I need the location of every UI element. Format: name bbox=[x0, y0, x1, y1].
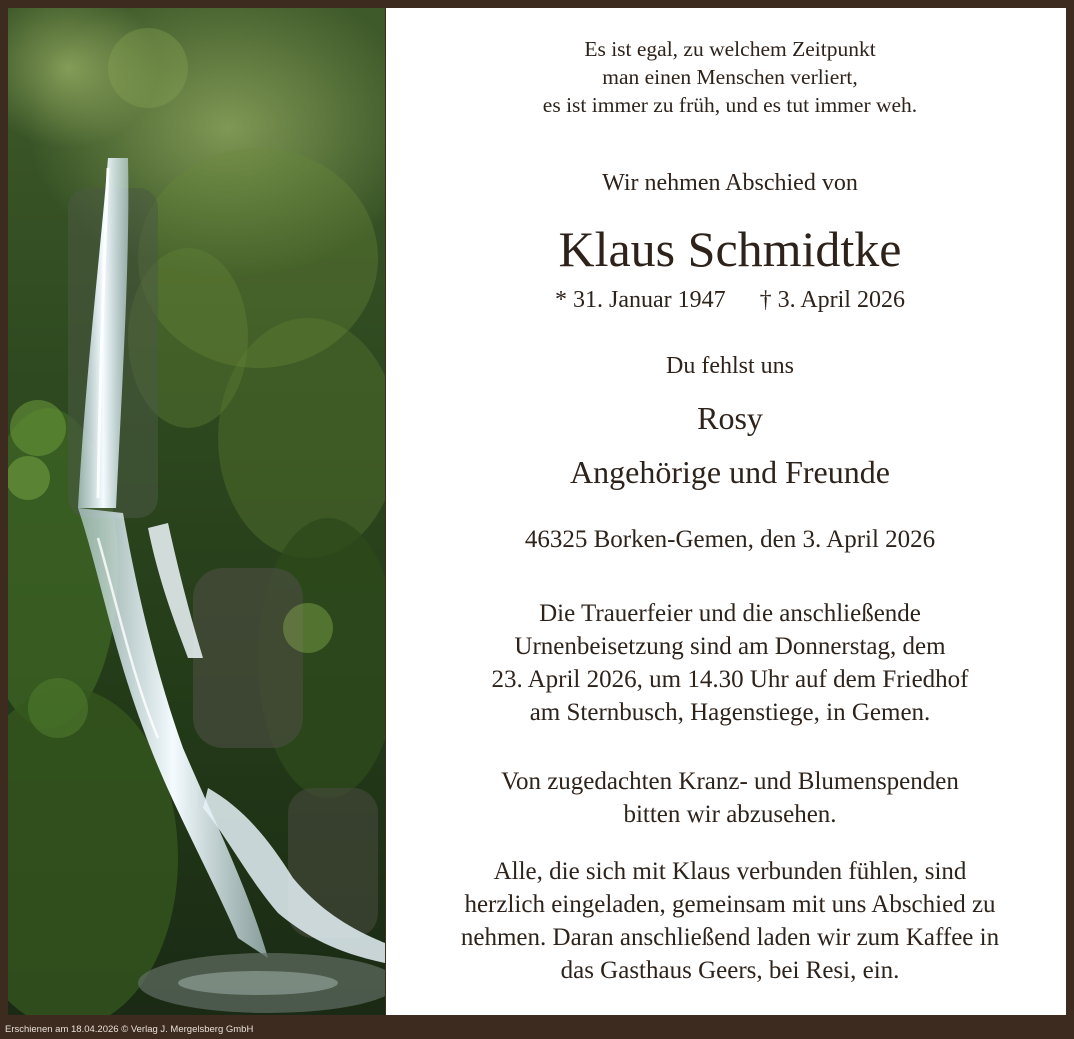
waterfall-photo bbox=[8, 8, 385, 1015]
flowers-paragraph bbox=[386, 765, 1074, 831]
obituary-panel bbox=[386, 8, 1066, 1015]
death-date: † 3. April 2026 bbox=[759, 287, 905, 313]
quote-line: es ist immer zu früh, und es tut immer weh. bbox=[542, 93, 918, 117]
publication-footer: Erschienen am 18.04.2026 © Verlag J. Mergelsberg GmbH bbox=[5, 1024, 254, 1035]
invite-line: herzlich eingeladen, gemeinsam mit uns Abschied zu bbox=[464, 891, 996, 918]
signer-name: Rosy bbox=[697, 400, 763, 436]
place-date: 46325 Borken-Gemen, den 3. April 2026 bbox=[524, 526, 936, 553]
quote-line: man einen Menschen verliert, bbox=[602, 65, 858, 89]
family-line: Angehörige und Freunde bbox=[570, 454, 890, 490]
quote bbox=[386, 35, 1074, 119]
flowers-line: Von zugedachten Kranz- und Blumenspenden bbox=[501, 768, 959, 795]
missed-line: Du fehlst uns bbox=[666, 353, 794, 379]
funeral-line: 23. April 2026, um 14.30 Uhr auf dem Friedhof bbox=[491, 666, 969, 693]
deceased-name: Klaus Schmidtke bbox=[558, 221, 902, 277]
birth-date: * 31. Januar 1947 bbox=[555, 287, 726, 313]
funeral-line: Urnenbeisetzung sind am Donnerstag, dem bbox=[514, 633, 946, 660]
invite-line: Alle, die sich mit Klaus verbunden fühlen, sind bbox=[493, 858, 967, 885]
funeral-line: Die Trauerfeier und die anschließende bbox=[539, 600, 921, 627]
invite-paragraph bbox=[386, 855, 1074, 987]
invite-line: nehmen. Daran anschließend laden wir zum Kaffee in bbox=[460, 924, 1000, 951]
farewell-intro: Wir nehmen Abschied von bbox=[602, 170, 858, 196]
invite-line: das Gasthaus Geers, bei Resi, ein. bbox=[560, 957, 900, 984]
quote-line: Es ist egal, zu welchem Zeitpunkt bbox=[584, 37, 876, 61]
flowers-line: bitten wir abzusehen. bbox=[623, 801, 837, 828]
waterfall-illustration bbox=[8, 8, 385, 1015]
funeral-line: am Sternbusch, Hagenstiege, in Gemen. bbox=[529, 699, 931, 726]
life-dates bbox=[386, 285, 1074, 315]
funeral-paragraph bbox=[386, 597, 1074, 729]
